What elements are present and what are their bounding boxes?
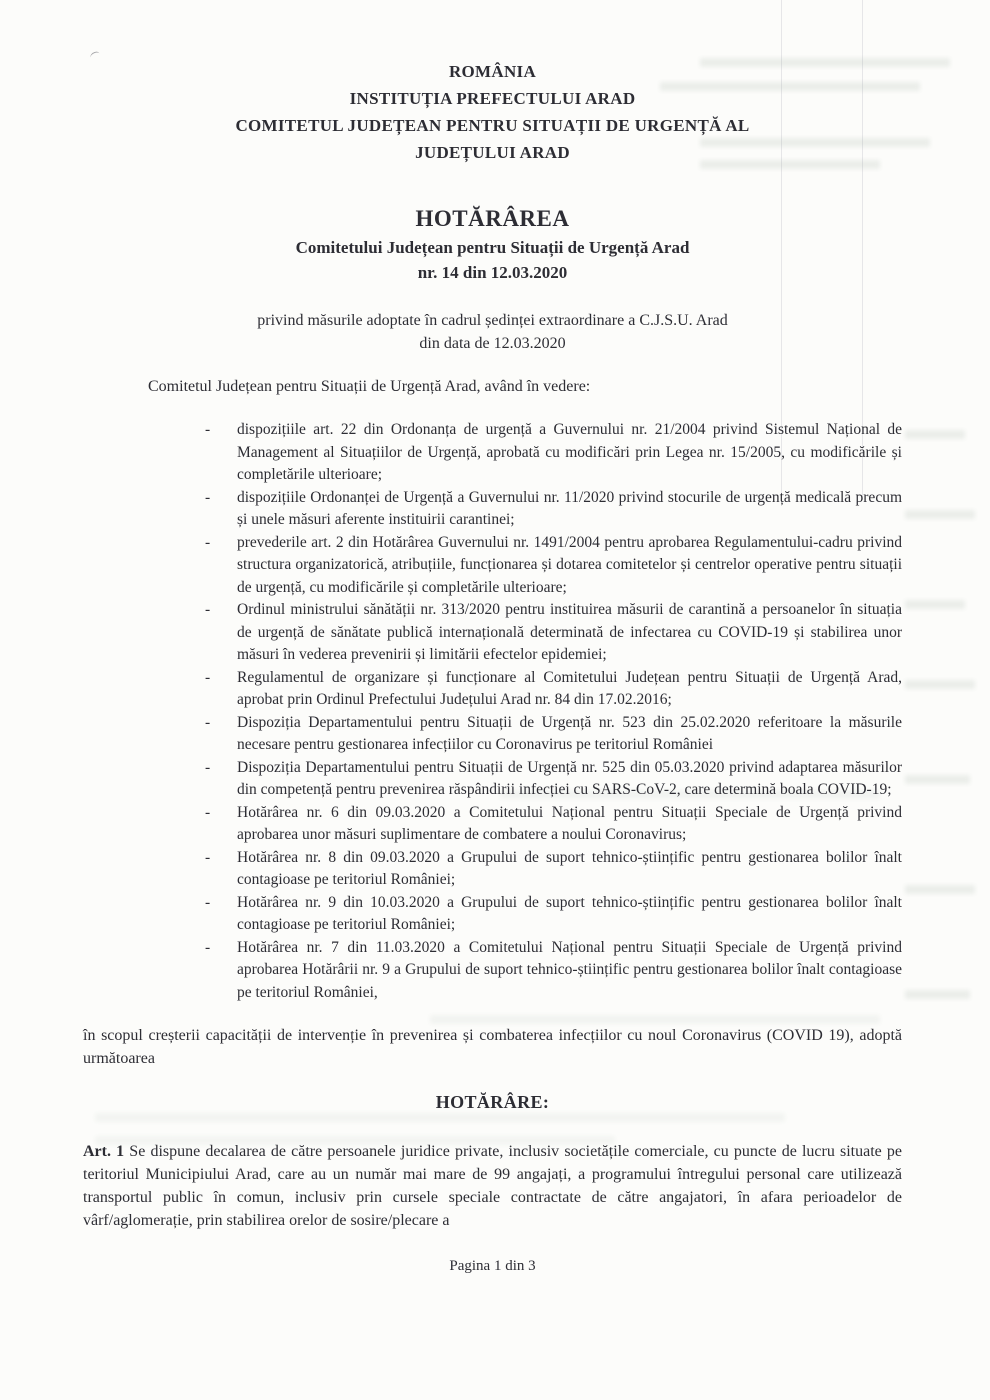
bleedthrough-artifact <box>905 510 975 519</box>
bleedthrough-artifact <box>95 1113 785 1122</box>
page-number: Pagina 1 din 3 <box>449 1258 536 1274</box>
consideration-item <box>205 419 902 487</box>
consideration-item <box>205 802 902 847</box>
consideration-text: Hotărârea nr. 7 din 11.03.2020 a Comitetului Național pentru Situații Speciale de Urgență privind aprobarea Hotărârii nr. 9 a Grupului de suport tehnico-științific pentru gestionarea bolilor înalt contagioase pe teritoriul României, <box>237 938 902 1001</box>
document-subject <box>83 309 902 355</box>
consideration-item <box>205 847 902 892</box>
consideration-text: Regulamentul de organizare și funcționare al Comitetului Județean pentru Situații de Urgență Arad, aprobat prin Ordinul Prefectului Județului Arad nr. 84 din 17.02.2016; <box>237 668 902 708</box>
bleedthrough-artifact <box>905 680 975 689</box>
considerations-list <box>83 419 902 1004</box>
letterhead-country: ROMÂNIA <box>448 62 537 81</box>
bleedthrough-artifact <box>905 990 970 999</box>
consideration-text: dispozițiile Ordonanței de Urgență a Guvernului nr. 11/2020 privind stocurile de urgență medicală precum și unele măsuri aferente instituirii carantinei; <box>237 488 902 528</box>
consideration-item <box>205 757 902 802</box>
article-1-text: Se dispune decalarea de către persoanele juridice private, inclusiv societățile comerciale, cu puncte de lucru situate pe teritoriul Municipiului Arad, care au un număr mai mare de 99 angajați, a programului întregului personal care utilizează transportul public în comun, inclusiv prin cursele speciale contractate de către angajatori, în afara perioadelor de vârf/aglomerație, prin stabilirea orelor de sosire/plecare a <box>83 1143 902 1229</box>
bleedthrough-artifact <box>905 885 975 894</box>
article-1-label: Art. 1 <box>83 1143 125 1160</box>
consideration-item <box>205 892 902 937</box>
letterhead <box>83 58 902 166</box>
consideration-text: Dispoziția Departamentului pentru Situații de Urgență nr. 525 din 05.03.2020 privind adaptarea măsurilor din competență pentru prevenirea răspândirii infecției cu SARS-CoV-2, care determină boala COVID-19; <box>237 758 902 798</box>
consideration-text: prevederile art. 2 din Hotărârea Guvernului nr. 1491/2004 pentru aprobarea Regulamentului-cadru privind structura organizatorică, atribuțiile, funcționarea și dotarea comitetelor și centrelor operative pentru situații de urgență, cu modificările și completările ulterioare; <box>237 533 902 596</box>
document-issuer: Comitetului Județean pentru Situații de Urgență Arad <box>295 238 690 257</box>
consideration-item <box>205 667 902 712</box>
title-block <box>83 204 902 284</box>
consideration-item <box>205 487 902 532</box>
consideration-item <box>205 937 902 1005</box>
consideration-item <box>205 532 902 600</box>
consideration-text: Hotărârea nr. 8 din 09.03.2020 a Grupului de suport tehnico-științific pentru gestionarea bolilor înalt contagioase pe teritoriul României; <box>237 848 902 888</box>
consideration-text: Dispoziția Departamentului pentru Situații de Urgență nr. 523 din 25.02.2020 referitoare la măsurile necesare pentru gestionarea infecțiilor cu Coronavirus pe teritoriul României <box>237 713 902 753</box>
bleedthrough-artifact <box>905 775 970 784</box>
bleedthrough-artifact <box>430 1015 880 1024</box>
consideration-text: Ordinul ministrului sănătății nr. 313/2020 pentru instituirea măsurii de carantină a persoanelor în situația de urgență de sănătate publică internațională determinată de infectarea cu COVID-19 și stabilirea unor măsuri în vederea prevenirii și limitării efectelor epidemiei; <box>237 601 902 663</box>
decision-heading: HOTĂRÂRE: <box>435 1092 550 1112</box>
consideration-text: dispozițiile art. 22 din Ordonanța de urgență a Guvernului nr. 21/2004 privind Sistemul Național de Management al Situațiilor de Urgență, aprobată cu modificări prin Legea nr. 15/2005, cu modificările și completările ulterioare; <box>237 421 902 483</box>
article-1-paragraph <box>83 1140 902 1232</box>
document-number: nr. 14 din 12.03.2020 <box>417 263 568 282</box>
letterhead-committee-line2: JUDEȚULUI ARAD <box>415 143 570 162</box>
consideration-item <box>205 599 902 667</box>
bleedthrough-artifact <box>905 430 965 439</box>
letterhead-institution: INSTITUȚIA PREFECTULUI ARAD <box>349 89 636 108</box>
letterhead-committee-line1: COMITETUL JUDEȚEAN PENTRU SITUAȚII DE URGENȚĂ AL <box>235 116 750 135</box>
consideration-text: Hotărârea nr. 6 din 09.03.2020 a Comitetului Național pentru Situații Speciale de Urgență privind aprobarea unor măsuri suplimentare de combatere a noului Coronavirus; <box>237 803 902 843</box>
subject-line1: privind măsurile adoptate în cadrul ședinței extraordinare a C.J.S.U. Arad <box>257 312 728 329</box>
consideration-item <box>205 712 902 757</box>
document-title: HOTĂRÂREA <box>415 206 570 231</box>
intro-paragraph: Comitetul Județean pentru Situații de Urgență Arad, având în vedere: <box>148 378 591 395</box>
bleedthrough-artifact <box>905 600 965 609</box>
consideration-text: Hotărârea nr. 9 din 10.03.2020 a Grupului de suport tehnico-științific pentru gestionarea bolilor înalt contagioase pe teritoriul României; <box>237 893 902 933</box>
subject-line2: din data de 12.03.2020 <box>419 335 566 352</box>
purpose-paragraph: în scopul creșterii capacității de intervenție în prevenirea și combaterea infecțiilor cu noul Coronavirus (COVID 19), adoptă următoarea <box>83 1027 902 1067</box>
